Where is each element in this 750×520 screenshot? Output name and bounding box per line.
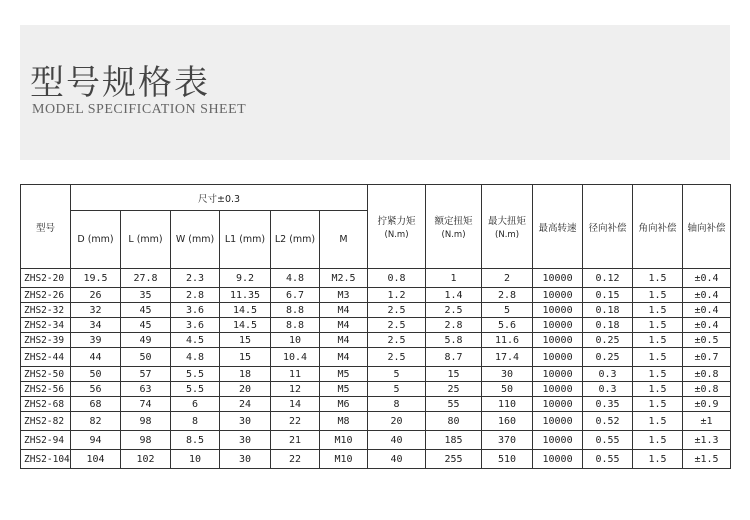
table-cell: 4.5	[171, 333, 220, 348]
table-cell: 0.3	[583, 367, 633, 382]
table-cell: 10000	[533, 450, 583, 469]
table-cell: 68	[71, 397, 121, 412]
table-cell: 2.5	[368, 303, 426, 318]
table-cell: 17.4	[482, 348, 533, 367]
model-cell: ZHS2-39	[21, 333, 71, 348]
table-cell: 5	[368, 382, 426, 397]
table-cell: M3	[320, 288, 368, 303]
header-max-label: 最大扭矩	[488, 216, 527, 227]
header-axial: 轴向补偿	[683, 185, 731, 269]
table-row	[21, 382, 731, 397]
table-cell: 10000	[533, 412, 583, 431]
table-cell: 110	[482, 397, 533, 412]
table-row	[21, 333, 731, 348]
table-cell: M5	[320, 382, 368, 397]
table-cell: 0.15	[583, 288, 633, 303]
table-cell: ±0.4	[683, 269, 731, 288]
table-cell: 1.5	[633, 412, 683, 431]
table-cell: 1	[426, 269, 482, 288]
page-subtitle: MODEL SPECIFICATION SHEET	[32, 102, 247, 117]
table-cell: 50	[121, 348, 171, 367]
table-cell: 102	[121, 450, 171, 469]
table-cell: 39	[71, 333, 121, 348]
table-cell: 0.35	[583, 397, 633, 412]
table-cell: 32	[71, 303, 121, 318]
table-cell: ±0.7	[683, 348, 731, 367]
table-cell: 1.5	[633, 288, 683, 303]
table-row	[21, 431, 731, 450]
table-row	[21, 367, 731, 382]
table-cell: 22	[271, 450, 320, 469]
table-cell: 2.8	[482, 288, 533, 303]
model-cell: ZHS2-44	[21, 348, 71, 367]
table-cell: 14.5	[220, 303, 271, 318]
table-cell: ±0.4	[683, 303, 731, 318]
table-row	[21, 450, 731, 469]
table-cell: 80	[426, 412, 482, 431]
table-cell: ±0.8	[683, 367, 731, 382]
model-cell: ZHS2-26	[21, 288, 71, 303]
table-cell: 34	[71, 318, 121, 333]
table-cell: 25	[426, 382, 482, 397]
table-cell: 30	[220, 450, 271, 469]
table-cell: 24	[220, 397, 271, 412]
table-cell: 0.52	[583, 412, 633, 431]
header-rated-label: 额定扭矩	[434, 216, 473, 227]
table-cell: 4.8	[171, 348, 220, 367]
header-tightening-label: 拧紧力矩	[377, 216, 416, 227]
table-cell: 11	[271, 367, 320, 382]
table-cell: 1.5	[633, 450, 683, 469]
table-cell: 98	[121, 412, 171, 431]
table-cell: 19.5	[71, 269, 121, 288]
table-cell: 160	[482, 412, 533, 431]
table-cell: 82	[71, 412, 121, 431]
table-cell: 49	[121, 333, 171, 348]
table-row	[21, 348, 731, 367]
table-cell: 11.35	[220, 288, 271, 303]
table-cell: 0.55	[583, 450, 633, 469]
table-cell: 1.5	[633, 269, 683, 288]
model-cell: ZHS2-32	[21, 303, 71, 318]
header-rated-torque	[426, 185, 482, 269]
table-cell: 10000	[533, 397, 583, 412]
table-cell: 6.7	[271, 288, 320, 303]
table-cell: 2.3	[171, 269, 220, 288]
model-cell: ZHS2-68	[21, 397, 71, 412]
table-cell: 8.7	[426, 348, 482, 367]
table-cell: 2.5	[426, 303, 482, 318]
table-cell: 370	[482, 431, 533, 450]
table-cell: 15	[220, 348, 271, 367]
table-cell: ±0.4	[683, 288, 731, 303]
header-max-torque	[482, 185, 533, 269]
table-cell: 8.8	[271, 303, 320, 318]
table-cell: 1.5	[633, 333, 683, 348]
table-cell: 10000	[533, 288, 583, 303]
table-cell: 8	[171, 412, 220, 431]
table-cell: 5	[368, 367, 426, 382]
table-cell: 10000	[533, 333, 583, 348]
table-cell: 2.8	[171, 288, 220, 303]
table-cell: M2.5	[320, 269, 368, 288]
table-cell: 30	[220, 431, 271, 450]
table-cell: 6	[171, 397, 220, 412]
table-cell: 50	[71, 367, 121, 382]
table-cell: 57	[121, 367, 171, 382]
table-cell: 0.25	[583, 348, 633, 367]
spec-table	[20, 184, 731, 469]
table-cell: 2	[482, 269, 533, 288]
table-cell: 10000	[533, 348, 583, 367]
table-cell: 1.5	[633, 348, 683, 367]
table-cell: 30	[220, 412, 271, 431]
table-cell: 94	[71, 431, 121, 450]
model-cell: ZHS2-50	[21, 367, 71, 382]
table-cell: 10000	[533, 431, 583, 450]
table-cell: 27.8	[121, 269, 171, 288]
table-cell: 10000	[533, 367, 583, 382]
page-title: 型号规格表	[30, 63, 210, 103]
table-cell: 10000	[533, 269, 583, 288]
table-cell: 0.12	[583, 269, 633, 288]
table-row	[21, 303, 731, 318]
table-cell: 44	[71, 348, 121, 367]
table-cell: M10	[320, 431, 368, 450]
table-cell: 10000	[533, 303, 583, 318]
table-cell: 50	[482, 382, 533, 397]
table-cell: 1.5	[633, 303, 683, 318]
table-cell: 15	[426, 367, 482, 382]
table-cell: ±0.5	[683, 333, 731, 348]
table-cell: 8	[368, 397, 426, 412]
table-cell: 3.6	[171, 303, 220, 318]
table-row	[21, 397, 731, 412]
table-row	[21, 288, 731, 303]
table-cell: ±1.3	[683, 431, 731, 450]
header-size-d: D (mm)	[71, 211, 121, 269]
table-cell: 5.5	[171, 382, 220, 397]
table-cell: 5.6	[482, 318, 533, 333]
table-cell: 8.8	[271, 318, 320, 333]
table-cell: ±0.8	[683, 382, 731, 397]
table-cell: 1.5	[633, 397, 683, 412]
table-cell: ±1	[683, 412, 731, 431]
table-cell: 74	[121, 397, 171, 412]
model-cell: ZHS2-20	[21, 269, 71, 288]
table-row	[21, 269, 731, 288]
table-cell: ±1.5	[683, 450, 731, 469]
table-cell: 10.4	[271, 348, 320, 367]
table-cell: 0.3	[583, 382, 633, 397]
table-row	[21, 318, 731, 333]
table-cell: 55	[426, 397, 482, 412]
table-cell: 4.8	[271, 269, 320, 288]
model-cell: ZHS2-56	[21, 382, 71, 397]
table-cell: 5	[482, 303, 533, 318]
header-size-l: L (mm)	[121, 211, 171, 269]
table-cell: M4	[320, 318, 368, 333]
table-cell: 22	[271, 412, 320, 431]
model-cell: ZHS2-104	[21, 450, 71, 469]
table-cell: 5.5	[171, 367, 220, 382]
header-size-m: M	[320, 211, 368, 269]
table-cell: 20	[368, 412, 426, 431]
table-cell: 63	[121, 382, 171, 397]
table-cell: M4	[320, 333, 368, 348]
table-cell: 2.8	[426, 318, 482, 333]
table-cell: 21	[271, 431, 320, 450]
table-cell: 1.4	[426, 288, 482, 303]
table-cell: 11.6	[482, 333, 533, 348]
table-cell: 1.5	[633, 367, 683, 382]
header-rated-unit: (N.m)	[441, 230, 466, 240]
table-cell: 10	[271, 333, 320, 348]
table-cell: 510	[482, 450, 533, 469]
table-cell: 1.5	[633, 318, 683, 333]
table-cell: 10	[171, 450, 220, 469]
table-cell: 2.5	[368, 348, 426, 367]
table-row	[21, 412, 731, 431]
table-cell: 10000	[533, 382, 583, 397]
header-model: 型号	[21, 185, 71, 269]
table-cell: 0.8	[368, 269, 426, 288]
table-cell: 10000	[533, 318, 583, 333]
table-cell: 0.18	[583, 318, 633, 333]
table-cell: ±0.9	[683, 397, 731, 412]
table-cell: 185	[426, 431, 482, 450]
table-cell: 40	[368, 450, 426, 469]
table-cell: 14.5	[220, 318, 271, 333]
table-cell: 5.8	[426, 333, 482, 348]
table-cell: 9.2	[220, 269, 271, 288]
header-max-speed: 最高转速	[533, 185, 583, 269]
table-cell: 1.2	[368, 288, 426, 303]
header-angular: 角向补偿	[633, 185, 683, 269]
header-radial: 径向补偿	[583, 185, 633, 269]
table-cell: 98	[121, 431, 171, 450]
table-cell: M6	[320, 397, 368, 412]
table-cell: 104	[71, 450, 121, 469]
spec-table-body	[21, 269, 731, 469]
header-tightening-torque	[368, 185, 426, 269]
model-cell: ZHS2-82	[21, 412, 71, 431]
header-tightening-unit: (N.m)	[384, 230, 409, 240]
table-cell: 255	[426, 450, 482, 469]
header-size-w: W (mm)	[171, 211, 220, 269]
table-cell: 26	[71, 288, 121, 303]
table-cell: 2.5	[368, 333, 426, 348]
table-cell: 2.5	[368, 318, 426, 333]
table-cell: 30	[482, 367, 533, 382]
model-cell: ZHS2-34	[21, 318, 71, 333]
table-cell: 1.5	[633, 382, 683, 397]
table-cell: 18	[220, 367, 271, 382]
table-cell: 8.5	[171, 431, 220, 450]
header-max-unit: (N.m)	[495, 230, 520, 240]
table-cell: 35	[121, 288, 171, 303]
header-size-l2: L2 (mm)	[271, 211, 320, 269]
table-cell: 20	[220, 382, 271, 397]
table-cell: M8	[320, 412, 368, 431]
header-size-group: 尺寸±0.3	[71, 185, 368, 211]
table-cell: 3.6	[171, 318, 220, 333]
table-cell: M4	[320, 303, 368, 318]
table-cell: 0.18	[583, 303, 633, 318]
header-size-l1: L1 (mm)	[220, 211, 271, 269]
table-cell: M4	[320, 348, 368, 367]
table-cell: 0.25	[583, 333, 633, 348]
table-cell: 14	[271, 397, 320, 412]
table-cell: 45	[121, 318, 171, 333]
table-cell: 12	[271, 382, 320, 397]
table-cell: 45	[121, 303, 171, 318]
model-cell: ZHS2-94	[21, 431, 71, 450]
table-cell: ±0.4	[683, 318, 731, 333]
table-cell: M10	[320, 450, 368, 469]
table-cell: 1.5	[633, 431, 683, 450]
table-cell: 15	[220, 333, 271, 348]
table-cell: 40	[368, 431, 426, 450]
table-cell: 0.55	[583, 431, 633, 450]
table-cell: 56	[71, 382, 121, 397]
table-cell: M5	[320, 367, 368, 382]
